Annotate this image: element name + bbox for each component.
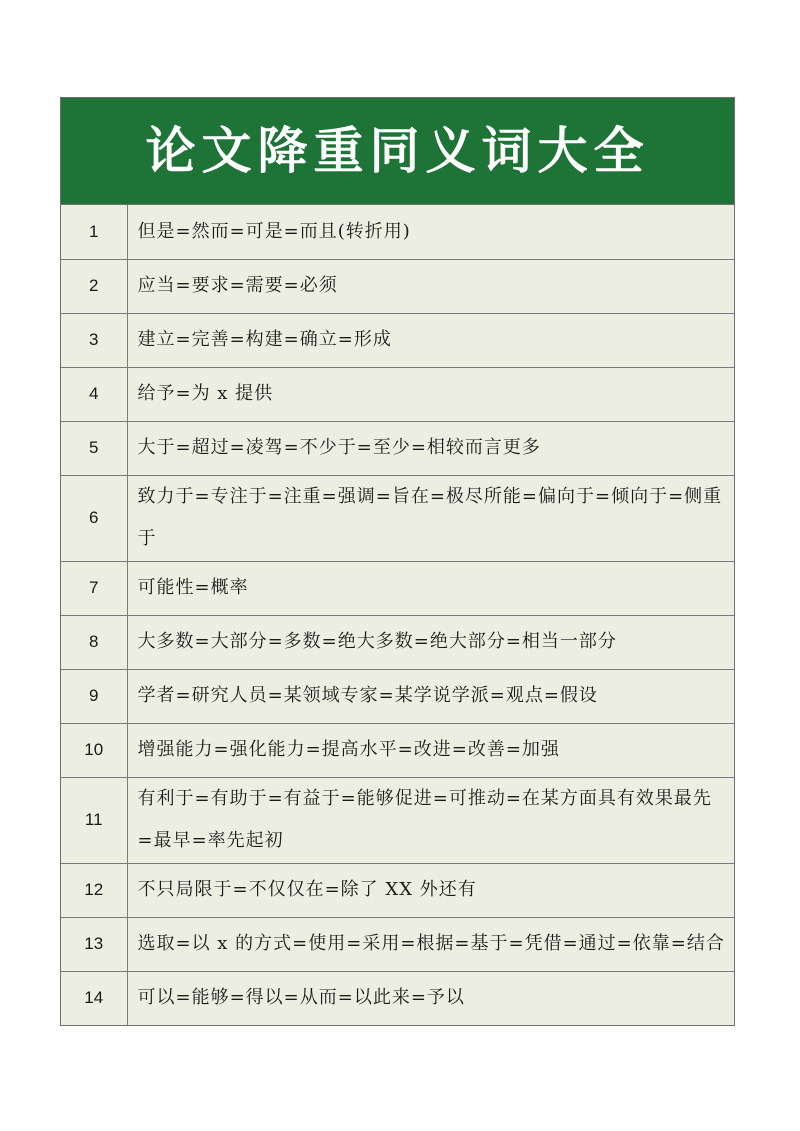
row-number: 10	[61, 723, 127, 777]
row-synonyms: 建立=完善=构建=确立=形成	[127, 313, 734, 367]
row-synonyms: 不只局限于=不仅仅在=除了 XX 外还有	[127, 863, 734, 917]
row-number: 6	[61, 475, 127, 561]
table-row	[61, 561, 734, 615]
row-synonyms: 但是=然而=可是=而且(转折用)	[137, 220, 411, 242]
row-synonyms: 增强能力=强化能力=提高水平=改进=改善=加强	[127, 723, 734, 777]
table-row	[61, 421, 734, 475]
row-number: 12	[61, 863, 127, 917]
table-row	[61, 777, 734, 863]
row-synonyms: 可能性=概率	[127, 561, 734, 615]
row-number: 11	[61, 777, 127, 863]
row-number: 4	[61, 367, 127, 421]
row-number: 1	[61, 205, 127, 259]
row-synonyms: 学者=研究人员=某领域专家=某学说学派=观点=假设	[127, 669, 734, 723]
row-number: 8	[61, 615, 127, 669]
table-row	[61, 615, 734, 669]
table-row	[61, 917, 734, 971]
row-number: 2	[61, 259, 127, 313]
row-synonyms: 致力于=专注于=注重=强调=旨在=极尽所能=偏向于=倾向于=侧重于	[127, 475, 734, 561]
row-number: 9	[61, 669, 127, 723]
table-row	[61, 863, 734, 917]
table-row	[61, 313, 734, 367]
table-row	[61, 205, 734, 259]
row-synonyms: 大多数=大部分=多数=绝大多数=绝大部分=相当一部分	[127, 615, 734, 669]
row-number: 14	[61, 971, 127, 1025]
title-banner	[61, 98, 734, 205]
row-number: 3	[61, 313, 127, 367]
row-number: 5	[61, 421, 127, 475]
page-title: 论文降重同义词大全	[145, 121, 650, 180]
row-synonyms: 给予=为 x 提供	[127, 367, 734, 421]
synonym-table	[61, 205, 734, 1025]
table-row	[61, 723, 734, 777]
table-row	[61, 669, 734, 723]
row-number: 13	[61, 917, 127, 971]
row-synonyms: 选取=以 x 的方式=使用=采用=根据=基于=凭借=通过=依靠=结合	[127, 917, 734, 971]
row-synonyms: 可以=能够=得以=从而=以此来=予以	[127, 971, 734, 1025]
row-number: 7	[61, 561, 127, 615]
table-row	[61, 367, 734, 421]
row-synonyms: 大于=超过=凌驾=不少于=至少=相较而言更多	[127, 421, 734, 475]
table-row	[61, 259, 734, 313]
table-row	[61, 971, 734, 1025]
row-synonyms: 应当=要求=需要=必须	[127, 259, 734, 313]
table-row	[61, 475, 734, 561]
synonym-sheet	[60, 97, 735, 1026]
row-synonyms: 有利于=有助于=有益于=能够促进=可推动=在某方面具有效果最先=最早=率先起初	[127, 777, 734, 863]
